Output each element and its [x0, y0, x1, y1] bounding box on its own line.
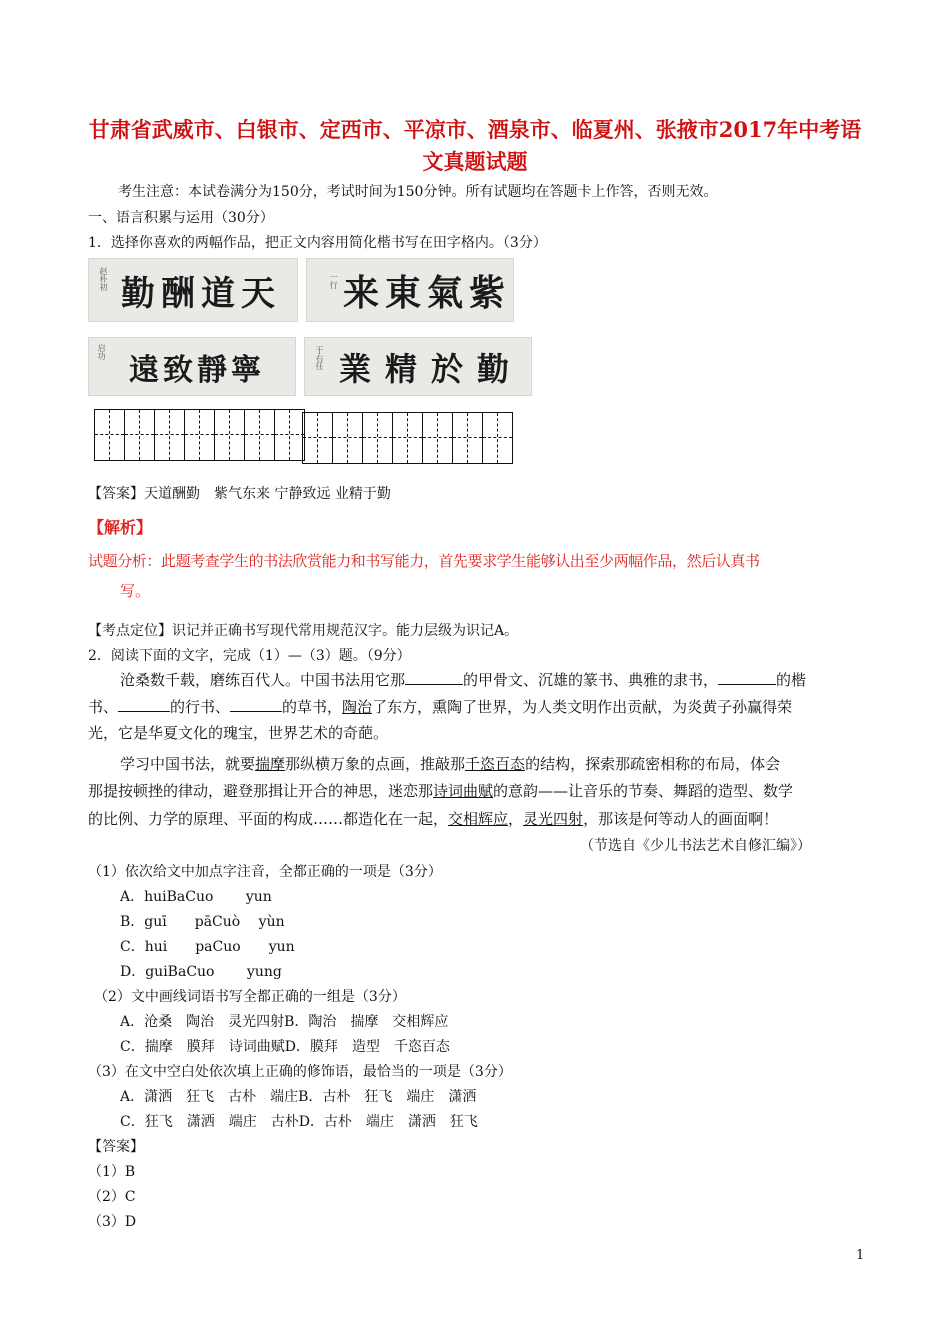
calligraphy-work-2 [306, 258, 514, 322]
grid-cell[interactable] [303, 413, 333, 463]
calligraphy-work-3 [88, 337, 296, 396]
option-1a[interactable]: A．huiBaCuo yun [120, 889, 272, 905]
grid-cell[interactable] [95, 410, 125, 460]
passage-text: 那纵横万象的点画，推敲那 [285, 755, 466, 773]
writing-grid-1[interactable] [94, 409, 305, 461]
sub-question-3: （3）在文中空白处依次填上正确的修饰语，最恰当的一项是（3分） [88, 1064, 512, 1080]
option-2cd[interactable]: C．揣摩 膜拜 诗词曲赋D．膜拜 造型 千恣百态 [120, 1039, 450, 1055]
question-1: 1．选择你喜欢的两幅作品，把正文内容用简化楷书写在田字格内。（3分） [88, 235, 547, 251]
passage-text: 学习中国书法，就要 [120, 755, 256, 773]
analysis-label: 【解析】 [88, 518, 153, 537]
underlined-word: 交相辉应 [448, 810, 509, 828]
title-line-1: 甘肃省武威市、白银市、定西市、平凉市、酒泉市、临夏州、张掖市2017年中考语 [88, 117, 862, 142]
grid-cell[interactable] [215, 410, 245, 460]
sub-question-1: （1）依次给文中加点字注音，全都正确的一项是（3分） [88, 864, 442, 880]
passage-text: 的比例、力学的原理、平面的构成……都造化在一起， [88, 810, 449, 828]
answer-1: （1）B [88, 1164, 136, 1180]
underlined-word: 揣摩 [255, 755, 286, 773]
passage-text: 的行书、 [170, 698, 231, 716]
passage-text: ， [508, 810, 524, 828]
passage-text: ，那该是何等动人的画面啊！ [583, 810, 779, 828]
passage-1-line-3: 光，它是华夏文化的瑰宝，世界艺术的奇葩。 [88, 724, 389, 742]
calligraphy-seal-4: 于右任 [315, 346, 324, 370]
option-3cd[interactable]: C．狂飞 潇洒 端庄 古朴D．古朴 端庄 潇洒 狂飞 [120, 1114, 478, 1130]
passage-text: 的意韵——让音乐的节奏、舞蹈的造型、数学 [493, 782, 794, 800]
answer-2: （2）C [88, 1189, 136, 1205]
calligraphy-text-2: 来東氣紫 [343, 271, 512, 314]
option-1c[interactable]: C．hui paCuo yun [120, 939, 295, 955]
passage-source: （节选自《少儿书法艺术自修汇编》） [580, 838, 811, 854]
option-1d[interactable]: D．guiBaCuo yung [120, 964, 282, 980]
fill-blank[interactable] [230, 697, 282, 712]
analysis-line-1: 试题分析：此题考查学生的书法欣赏能力和书写能力，首先要求学生能够认出至少两幅作品，然后认真书 [88, 552, 760, 570]
grid-cell[interactable] [393, 413, 423, 463]
passage-text: 了东方，熏陶了世界，为人类文明作出贡献，为炎黄子孙赢得荣 [372, 698, 793, 716]
passage-text: 的结构，探索那疏密相称的布局，体会 [525, 755, 781, 773]
writing-grid-2[interactable] [302, 412, 513, 464]
grid-cell[interactable] [155, 410, 185, 460]
option-2ab[interactable]: A．沧桑 陶治 灵光四射B．陶治 揣摩 交相辉应 [120, 1014, 449, 1030]
passage-text: 的草书， [282, 698, 343, 716]
answer-3: （3）D [88, 1214, 137, 1230]
calligraphy-seal-2: 一行 [329, 273, 338, 289]
grid-cell[interactable] [245, 410, 275, 460]
grid-cell[interactable] [333, 413, 363, 463]
passage-2-line-1 [120, 753, 780, 774]
passage-text: 沧桑数千载，磨练百代人。中国书法用它那 [120, 671, 406, 689]
calligraphy-work-1 [88, 258, 298, 322]
q1-answer [88, 483, 391, 503]
test-point-label: 【考点定位】 [88, 623, 172, 639]
exam-notice: 考生注意：本试卷满分为150分，考试时间为150分钟。所有试题均在答题卡上作答，否则无效。 [118, 184, 718, 200]
underlined-word: 千恣百态 [465, 755, 526, 773]
grid-cell[interactable] [185, 410, 215, 460]
fill-blank[interactable] [718, 670, 776, 685]
passage-1-line-2 [88, 696, 792, 717]
option-1b[interactable]: B．guī pāCuò yùn [120, 914, 285, 930]
sub-question-2: （2）文中画线词语书写全都正确的一组是（3分） [94, 989, 406, 1005]
fill-blank[interactable] [405, 670, 463, 685]
test-point-text: 识记并正确书写现代常用规范汉字。能力层级为识记A。 [172, 623, 519, 639]
grid-cell[interactable] [483, 413, 512, 463]
answer-text: 天道酬勤 紫气东来 宁静致远 业精于勤 [144, 486, 391, 502]
passage-text: 的甲骨文、沉雄的篆书、典雅的隶书， [463, 671, 719, 689]
calligraphy-text-3: 遠致靜寧 [129, 352, 265, 388]
calligraphy-text-4: 業精於勤 [339, 349, 524, 388]
passage-2-line-2 [88, 780, 793, 801]
answer-label: 【答案】 [88, 486, 144, 502]
calligraphy-work-4 [304, 337, 532, 396]
option-3ab[interactable]: A．潇洒 狂飞 古朴 端庄B．古朴 狂飞 端庄 潇洒 [120, 1089, 477, 1105]
grid-cell[interactable] [453, 413, 483, 463]
underlined-word: 诗词曲赋 [433, 782, 494, 800]
grid-cell[interactable] [275, 410, 304, 460]
section-heading: 一、语言积累与运用（30分） [88, 210, 274, 226]
page-number: 1 [856, 1248, 865, 1263]
underlined-word: 灵光四射 [523, 810, 584, 828]
answer-label-2: 【答案】 [88, 1139, 144, 1155]
grid-cell[interactable] [125, 410, 155, 460]
question-2: 2．阅读下面的文字，完成（1）—（3）题。（9分） [88, 648, 411, 664]
test-point [88, 620, 518, 640]
passage-text: 书、 [88, 698, 119, 716]
passage-text: 的楷 [776, 671, 807, 689]
passage-text: 那提按顿挫的律动，避登那揖让开合的神思，迷恋那 [88, 782, 434, 800]
fill-blank[interactable] [118, 697, 170, 712]
calligraphy-text-1: 勤酬道天 [121, 273, 281, 314]
passage-1-line-1 [120, 669, 806, 690]
grid-cell[interactable] [363, 413, 393, 463]
title-line-2: 文真题试题 [422, 149, 528, 174]
grid-cell[interactable] [423, 413, 453, 463]
calligraphy-seal-1: 赵朴初 [99, 267, 108, 291]
passage-2-line-3 [88, 808, 778, 829]
underlined-word: 陶治 [342, 698, 373, 716]
calligraphy-seal-3: 启功 [97, 344, 106, 360]
analysis-line-2: 写。 [120, 582, 151, 600]
